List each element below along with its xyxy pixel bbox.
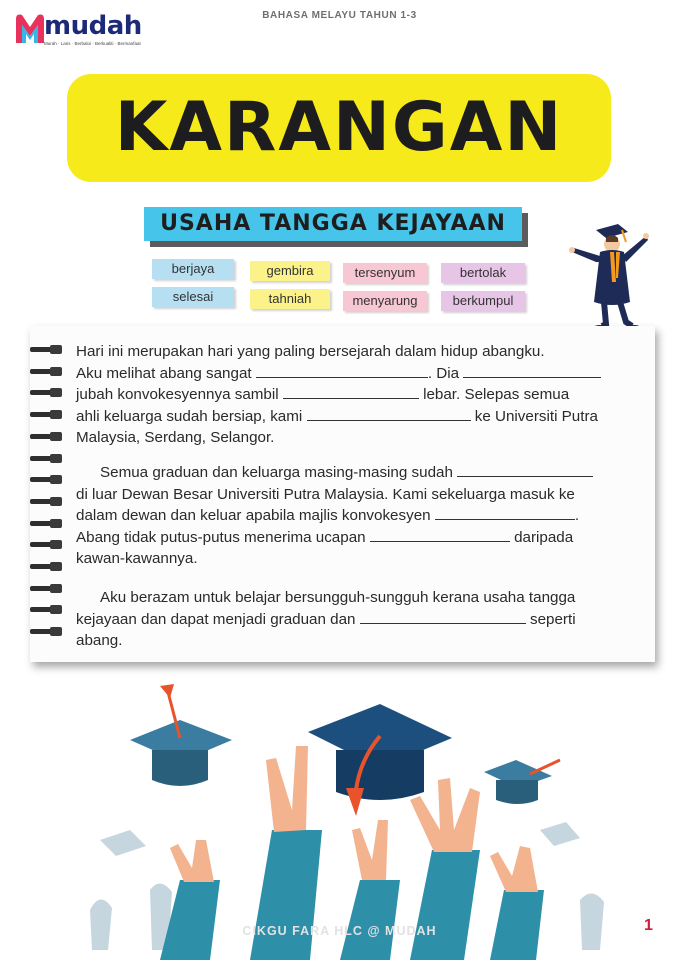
blank-3: [283, 384, 419, 399]
p1-line-4: ahli keluarga sudah bersiap, kami ke Universiti Putra: [76, 407, 598, 425]
blank-4: [307, 406, 471, 421]
footer-credit: CIKGU FARA HLC @ MUDAH: [242, 924, 437, 938]
p1-line-1: Hari ini merupakan hari yang paling bersejarah dalam hidup abangku.: [76, 343, 545, 360]
spiral-hole: [30, 518, 64, 529]
blank-6: [435, 505, 575, 520]
spiral-hole: [30, 409, 64, 420]
spiral-hole: [30, 344, 64, 355]
spiral-hole: [30, 453, 64, 464]
graduation-celebration-illustration: [60, 680, 620, 960]
word-chip-berjaya: berjaya: [152, 259, 234, 279]
blank-1: [256, 363, 428, 378]
cap-right-icon: [484, 760, 560, 804]
paragraph-3: [76, 587, 654, 652]
spiral-hole: [30, 496, 64, 507]
cap-center-icon: [308, 704, 452, 816]
p1-line-3: jubah konvokesyennya sambil lebar. Selepas semua: [76, 386, 570, 403]
word-chip-bertolak: bertolak: [441, 263, 525, 283]
p2-line-3: dalam dewan dan keluar apabila majlis konvokesyen .: [76, 507, 580, 524]
p1-line-5: Malaysia, Serdang, Selangor.: [76, 429, 275, 446]
word-chip-gembira: gembira: [250, 261, 330, 281]
graduate-illustration: [566, 222, 650, 334]
blank-7: [370, 527, 510, 542]
spiral-hole: [30, 539, 64, 550]
page-title: KARANGAN: [114, 88, 564, 167]
spiral-hole: [30, 366, 64, 377]
p3-line-1: Aku berazam untuk belajar bersungguh-sungguh kerana usaha tangga: [100, 589, 576, 606]
logo-tagline: Murah · Laris · Berbaloi · Berkualiti · Bermanfaat: [44, 41, 141, 46]
blank-5: [457, 462, 593, 477]
page-number: 1: [644, 917, 653, 934]
spiral-hole: [30, 387, 64, 398]
spiral-hole: [30, 474, 64, 485]
blank-2: [463, 363, 601, 378]
spiral-hole: [30, 431, 64, 442]
cap-left-icon: [130, 684, 232, 786]
spiral-hole: [30, 561, 64, 572]
p3-line-2: kejayaan dan dapat menjadi graduan dan seperti: [76, 610, 576, 628]
p2-line-5: kawan-kawannya.: [76, 550, 198, 567]
p2-line-4: Abang tidak putus-putus menerima ucapan daripada: [76, 528, 574, 546]
spiral-hole: [30, 604, 64, 615]
p1-line-2: Aku melihat abang sangat . Dia: [76, 363, 654, 385]
spiral-hole: [30, 583, 64, 594]
word-chip-menyarung: menyarung: [343, 291, 427, 311]
word-chip-tersenyum: tersenyum: [343, 263, 427, 283]
word-chip-berkumpul: berkumpul: [441, 291, 525, 311]
p3-line-3: abang.: [76, 632, 123, 649]
blank-8: [360, 609, 526, 624]
word-chip-selesai: selesai: [152, 287, 234, 307]
paragraph-2: [76, 462, 654, 570]
logo-wordmark: mudah: [44, 11, 142, 41]
p2-line-1: Semua graduan dan keluarga masing-masing sudah: [76, 462, 654, 484]
word-chip-tahniah: tahniah: [250, 289, 330, 309]
paragraph-1: [76, 341, 654, 449]
p2-line-2: di luar Dewan Besar Universiti Putra Malaysia. Kami sekeluarga masuk ke: [76, 485, 575, 503]
spiral-hole: [30, 626, 64, 637]
essay-topic: USAHA TANGGA KEJAYAAN: [160, 211, 506, 236]
subject-label: BAHASA MELAYU TAHUN 1-3: [262, 10, 417, 21]
